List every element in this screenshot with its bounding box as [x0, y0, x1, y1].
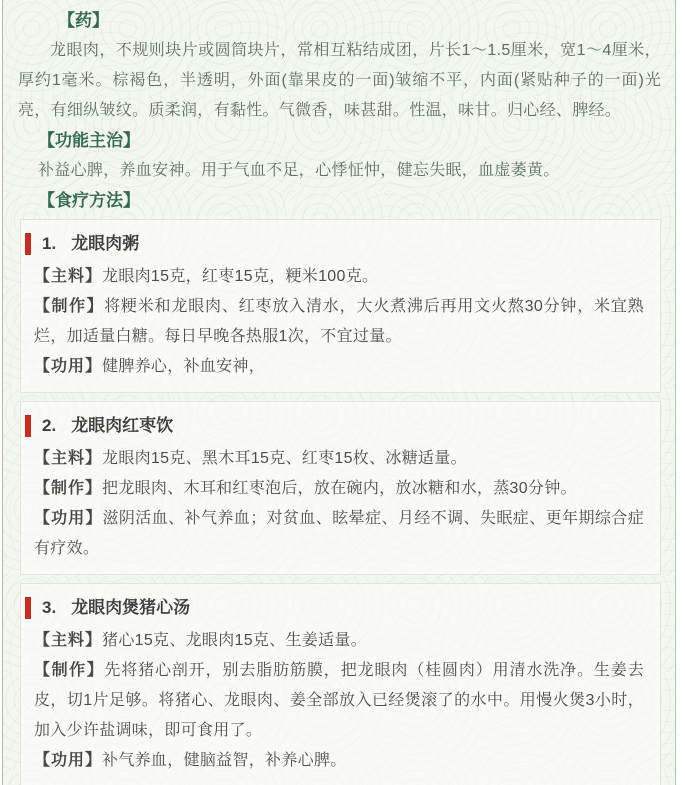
- recipe-card: [20, 583, 661, 785]
- recipe-number: 1.: [42, 234, 57, 253]
- red-accent-bar: [25, 415, 31, 437]
- recipe-row: [34, 474, 644, 504]
- recipe-title: 龙眼肉红枣饮: [71, 416, 174, 435]
- recipe-row: [34, 656, 644, 746]
- intro-section: [3, 6, 675, 216]
- recipe-row-text: 健脾养心，补血安神，: [102, 358, 266, 375]
- recipe-row: [34, 444, 644, 474]
- recipe-row-label: 【主料】: [34, 268, 103, 285]
- red-accent-bar: [25, 233, 31, 255]
- recipe-row: [34, 746, 644, 776]
- recipe-card: [20, 219, 661, 393]
- recipe-number: 3.: [42, 598, 57, 617]
- recipe-row-label: 【制作】: [34, 662, 105, 679]
- recipe-row: [34, 626, 644, 656]
- section-heading-diet-methods: 【食疗方法】: [38, 191, 140, 210]
- recipe-row: [34, 262, 644, 292]
- recipe-number: 2.: [42, 416, 57, 435]
- recipe-row-label: 【功用】: [34, 510, 103, 527]
- recipe-row-text: 猪心15克、龙眼肉15克、生姜适量。: [102, 632, 368, 649]
- recipe-card: [20, 401, 661, 575]
- recipe-title-row: [34, 230, 644, 258]
- recipe-row-text: 把龙眼肉、木耳和红枣泡后，放在碗内，放冰糖和水，蒸30分钟。: [102, 480, 577, 497]
- recipe-row-label: 【制作】: [34, 480, 103, 497]
- recipe-row-text: 龙眼肉15克、黑木耳15克、红枣15枚、冰糖适量。: [102, 450, 467, 467]
- recipe-row: [34, 352, 644, 382]
- recipe-row-text: 滋阴活血、补气养血；对贫血、眩晕症、月经不调、失眠症、更年期综合症有疗效。: [34, 510, 644, 557]
- recipe-title: 龙眼肉粥: [71, 234, 140, 253]
- page-frame: [2, 0, 676, 785]
- recipe-title-row: [34, 594, 644, 622]
- recipe-title: 龙眼肉煲猪心汤: [71, 598, 191, 617]
- recipe-title-row: [34, 412, 644, 440]
- recipe-row-label: 【制作】: [34, 298, 105, 315]
- recipe-row-text: 龙眼肉15克，红枣15克，粳米100克。: [102, 268, 379, 285]
- recipe-row-text: 将粳米和龙眼肉、红枣放入清水，大火煮沸后再用文火熬30分钟，米宜熟烂，加适量白糖。每日早晚各热服1次，不宜过量。: [34, 298, 644, 345]
- recipe-row-text: 补气养血，健脑益智，补养心脾。: [102, 752, 347, 769]
- recipe-row: [34, 504, 644, 564]
- recipe-row-text: 先将猪心剖开，别去脂肪筋膜，把龙眼肉（桂圆肉）用清水洗净。生姜去皮，切1片足够。将猪心、龙眼肉、姜全部放入已经煲滚了的水中。用慢火煲3小时，加入少许盐调味，即可食用了。: [34, 662, 644, 739]
- section-heading-drug: 【药】: [58, 11, 109, 30]
- recipe-row-label: 【功用】: [34, 358, 103, 375]
- recipe-list: [20, 219, 661, 785]
- recipe-row-label: 【功用】: [34, 752, 103, 769]
- recipe-row-label: 【主料】: [34, 450, 103, 467]
- section-heading-indications: 【功能主治】: [38, 131, 140, 150]
- recipe-row-label: 【主料】: [34, 632, 103, 649]
- red-accent-bar: [25, 597, 31, 619]
- recipe-row: [34, 292, 644, 352]
- indications-text: 补益心脾，养血安神。用于气血不足，心悸怔忡，健忘失眠，血虚萎黄。: [38, 162, 560, 179]
- drug-description: 龙眼肉，不规则块片或圆筒块片，常相互粘结成团，片长1～1.5厘米，宽1～4厘米，厚约1毫米。棕褐色，半透明，外面(靠果皮的一面)皱缩不平，内面(紧贴种子的一面)光亮，有细纵皱纹。质柔润，有黏性。气微香，味甚甜。性温，味甘。归心经、脾经。: [18, 42, 661, 119]
